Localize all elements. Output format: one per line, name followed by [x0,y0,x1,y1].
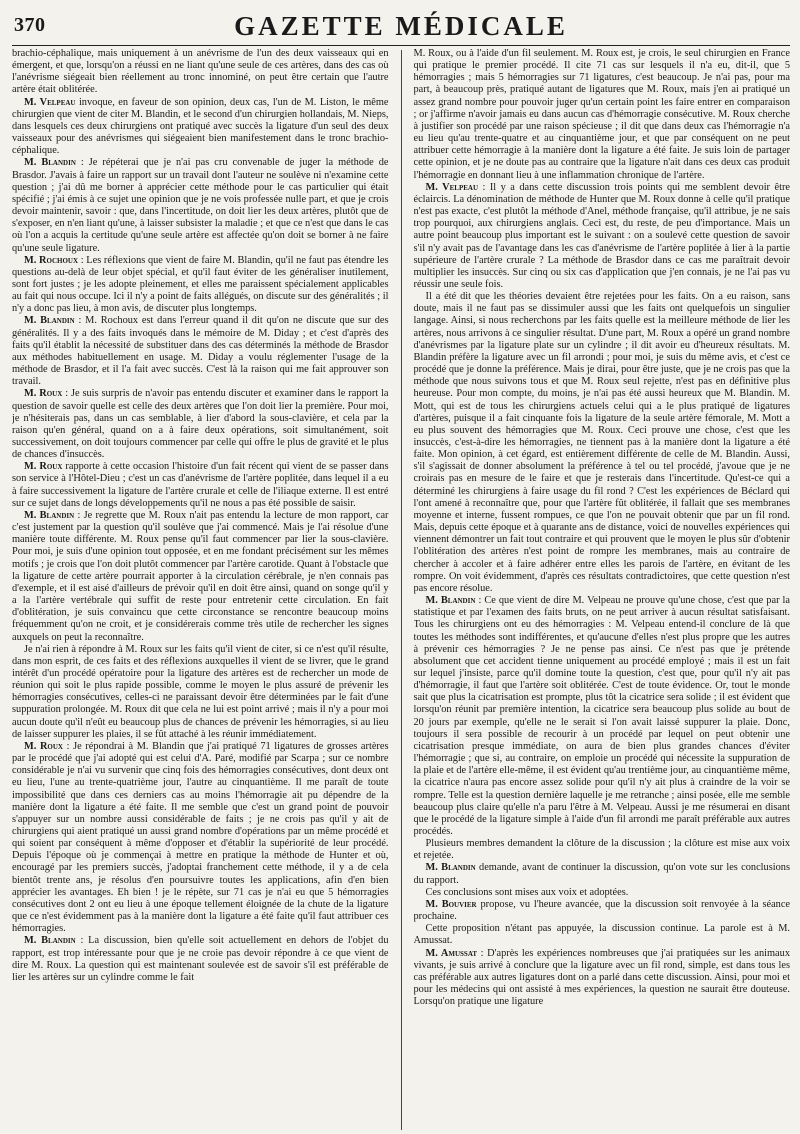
paragraph-text: : Je suis surpris de n'avoir pas entendu discuter et examiner dans le rapport la question de savoir quelle est celle des deux artères que l'on doit lier la première. Pour moi, je n'hésiterais pas, dans un cas semblable, à lier d'abord la sous-clavière, et cela par la raison qu'en général, quand on a à faire deux opérations, soit simultanément, soit successivement, on doit toujours commencer par celle qui offre le plus de gravité et le plus de chances d'insuccès. [12,388,389,461]
speaker-name: M. Blandin [425,862,476,874]
left-column [12,48,389,1130]
paragraph-text: brachio-céphalique, mais uniquement à un anévrisme de l'un des deux vaisseaux qui en émergent, et que, lorsqu'on a réussi en ne liant qu'une seule de ces artères, dans des cas où l'anévrisme siégeait bien réellement au tronc innominé, on peut être certain que l'autre artère était oblitérée. [12,48,389,96]
paragraph-text: propose, vu l'heure avancée, que la discussion soit renvoyée à la séance prochaine. [413,898,790,923]
article-columns [12,48,790,1130]
paragraph [12,741,389,936]
speaker-name: M. Blandin [24,315,75,327]
paragraph-text: : Je répondrai à M. Blandin que j'ai pratiqué 71 ligatures de grosses artères par le procédé que j'ai adopté qui est celui d'A. Paré, modifié par Scarpa ; sur ce nombre considérable je n'ai vu survenir que cinq fois des hémorragies consécutives, dont deux ont eu lieu, l'une au trente-quatrième jour, l'autre au cinquantième. Il me paraît de toute impossibilité que dans ces derniers cas au moins l'hémorragie ait pu dépendre de la manière dont la ligature a été faite. Il me semble que c'est un grand point de pouvoir s'appuyer sur un nombre aussi considérable de faits ; je ne crois pas qu'il y ait de chirurgiens qui aient pratiqué un aussi grand nombre d'opérations par un même procédé et qui soient par conséquent à même d'opposer et d'établir la supériorité de leur procédé. Depuis l'époque où je commençai à mettre en pratique la méthode de Hunter et où, encouragé par les premiers succès, j'adoptai franchement cette méthode, il y a de cela bientôt trente ans, je résolus d'en poursuivre toutes les applications, afin d'en bien apprécier les avantages. Eh bien ! je le répète, sur 71 cas je n'ai eu que 5 hémorragies consécutives dont 2 ont eu lieu à une époque tellement éloignée de la chute de la ligature que ce n'est évidemment pas à la manière dont la ligature a été faite qu'il faut attribuer ces hémorragies. [12,740,389,935]
paragraph-text: : Les réflexions que vient de faire M. Blandin, qu'il ne faut pas étendre les questions au-delà de leur objet spécial, et qu'il faut éviter de les généraliser inutilement, sont fort justes ; je les adopte pleinement, et elles me paraissent spécialement applicables au fait qui nous occupe. Ici il n'y a point de faits allégués, on discute sur des généralités ; il n'y a donc pas lieu, à mon avis, de discuter plus longtemps. [12,254,389,315]
paragraph [12,510,389,644]
paragraph [414,923,791,947]
paragraph-text: : D'après les expériences nombreuses que j'ai pratiquées sur les animaux vivants, je suis arrivé à conclure que la ligature avec un fil rond, simple, est dans tous les cas préférable aux autres ligatures dont on a parlé dans cette discussion. Ainsi, pour moi et pour les médecins qui ont assisté à mes expériences, la question ne saurait être douteuse. Lorsqu'on pratique une ligature [413,947,790,1008]
paragraph-text: Plusieurs membres demandent la clôture de la discussion ; la clôture est mise aux voix et rejetée. [413,838,790,862]
paragraph [414,48,791,182]
paragraph-text: Il a été dit que les théories devaient être rejetées pour les faits. On a eu raison, sans doute, mais il ne faut pas se dissimuler aussi que les faits ont quelquefois un singulier langage. Ainsi, si nous recherchons par les faits quelle est la meilleure méthode de lier les artères, nous arrivons à ce singulier résultat. D'une part, M. Roux a opéré un grand nombre d'anévrismes par la ligature plate sur un cylindre ; il dit avoir eu d'heureux résultats. M. Blandin préfère la ligature avec un fil arrondi ; pour moi, je suis du même avis, et c'est ce procédé que je donne la préférence. Mais je dirai, pour être juste, que je ne crois pas que la méthode que nous suivons tous et que M. Roux seul rejette, n'est pas en définitive plus heureuse. Pour mon compte, du moins, je n'ai pas été aussi heureux que M. Blandin. M. Mott, qui est de tous les chirurgiens actuels celui qui a le plus pratiqué de ligatures d'artères, puisque il a fait cinquante fois la ligature de la seule artère fémorale, M. Mott a eu plus souvent des hémorragies que M. Roux. Ceci prouve une chose, c'est que les insuccès, c'est-à-dire les hémorragies, ne tiennent pas à la manière dont la ligature a été faite. Mon opinion, à cet égard, est entièrement différente de celle de M. Blandin. Aussi, s'il s'agissait de donner absolument la préférence à tel ou tel procédé, j'avoue que je ne croirais pas en mesure de le faire et que je resterais dans l'incertitude. Qu'est-ce qui a déterminé les chirurgiens à faire usage du fil rond ? C'est les expériences de Béclard qui l'ont amené à reconnaître que, pour que l'artère fût oblitérée, il fallait que ses membranes moyenne et interne, fussent rompues, ce que l'on ne pouvait obtenir que par un fil rond. Mais, depuis cette époque et à quarante ans de distance, voici de nouvelles expériences qui viennent démontrer un fait tout contraire et qui prouvent que le moyen le plus sûr d'obtenir l'oblitération des artères n'est point de rompre les membranes, mais au contraire de chercher à accoler et à faire adhérer entre elles les parois de l'artère, en évitant de les rompre. On voit évidemment, d'après ces résultats contradictoires, que cette question n'est pas encore résolue. [413,291,790,594]
paragraph [12,461,389,510]
paragraph-text: : Je répéterai que je n'ai pas cru convenable de juger la méthode de Brasdor. J'avais à faire un rapport sur un travail dont l'auteur ne soulève ni n'examine cette question ; j'ai dû me borner à apprécier cette méthode pour le cas particulier qui était spécifié ; j'ai émis à ce sujet une opinion que je ne vois professée nulle part, et que je crois devoir maintenir, savoir : que, dans l'incertitude, on doit lier les deux artères, plutôt que de s'exposer, en n'en liant qu'une, à laisser subsister la maladie ; et que ce n'est que dans le cas où l'on a acquis la certitude qu'une seule artère est affectée qu'on doit se borner à ne faire qu'une seule ligature. [12,157,389,254]
masthead [12,8,790,48]
paragraph-text: Cette proposition n'étant pas appuyée, la discussion continue. La parole est à M. Amussat. [413,923,790,947]
paragraph [414,595,791,838]
paragraph-text: : Il y a dans cette discussion trois points qui me semblent devoir être éclaircis. La dénomination de méthode de Hunter que M. Roux donne à celle qu'il pratique n'est pas exacte, c'est plutôt la méthode d'Anel, méthode française, qu'il attribue, je ne sais trop pourquoi, aux chirurgiens anglais. Ceci est, du reste, de peu d'importance. Mais un autre point beaucoup plus important est le suivant : on a soulevé cette question de savoir s'il n'y avait pas de l'avantage dans les cas d'anévrisme de l'artère poplitée à lier à la partie supérieure de l'artère crurale ? La méthode de Brasdor dans ce cas me paraîtrait devoir multiplier les insuccès. Sur cinq ou six cas d'application que j'en connais, je ne l'ai pas vu réussir une seule fois. [413,181,790,290]
paragraph [414,838,791,862]
speaker-name: M. Blandin [425,595,476,607]
paragraph [414,948,791,1009]
paragraph [414,887,791,899]
paragraph-text: M. Roux, ou à l'aide d'un fil seulement. M. Roux est, je crois, le seul chirurgien en France qui pratique le premier procédé. Il cite 71 cas sur lesquels il n'a eu, dit-il, que 5 hémorragies ; mais 5 hémorragies sur 71 ligatures, c'est beaucoup. Je n'ai pas, pour ma part, à beaucoup près, pratiqué autant de ligatures que M. Roux, mais j'en ai pratiqué un assez grand nombre pour pouvoir juger qu'un certain point les faire entrer en comparaison ; or j'affirme n'avoir jamais eu dans aucun cas d'hémorragie consécutive. M. Roux cherche à justifier son procédé par une raison spécieuse ; il dit que dans deux cas l'hémorragie n'a eu lieu qu'au trente-quatre et au cinquantième jour, et que par conséquent on ne peut attribuer cette hémorragie à la manière dont la ligature a été faite. Je suis loin de partager cette opinion, et je ne doute pas au contraire que la ligature n'ait dans ces deux cas produit l'hémorragie en donnant lieu à une inflammation chronique de l'artère. [413,48,790,181]
paragraph [12,97,389,158]
paragraph-text: : Je regrette que M. Roux n'ait pas entendu la lecture de mon rapport, car c'est justement par la question qu'il soulève que j'ai commencé. Mais je l'ai résolue d'une manière toute différente. M. Roux pense qu'il faut commencer par lier la sous-clavière. Pour moi, je suis d'une opinion tout opposée, et en me fondant précisément sur les mêmes motifs ; je crois que l'on doit plutôt commencer par l'artère carotide. Quant à l'obstacle que la ligature de cette artère pourrait apporter à la circulation cérébrale, je n'en connais pas d'exemple, et il est aisé d'ailleurs de prévoir qu'il en doit être ainsi, quand on songe qu'il y a la l'artère vertébrale qui suffit de reste pour entretenir cette circulation. En fait d'oblitération, je suis convaincu que cette circonstance se rencontre beaucoup moins fréquemment qu'on ne croit, et je considérerais comme très utile de rechercher les signes auxquels on peut la reconnaître. [12,509,389,643]
paragraph [12,255,389,316]
paragraph [414,862,791,886]
page-number: 370 [14,14,46,36]
paragraph [12,315,389,388]
paragraph [12,48,389,97]
paragraph [414,182,791,291]
paragraph-text: rapporte à cette occasion l'histoire d'un fait récent qui vient de se passer dans son service à l'Hôtel-Dieu ; c'est un cas d'anévrisme de l'artère poplitée, dans lequel il a eu à faire successivement la ligature de l'artère crurale et celle de l'iliaque externe. Il est entré sur ce sujet dans de longs développements qu'il ne nous a pas été possible de saisir. [12,461,389,509]
paragraph [414,899,791,923]
speaker-name: M. Roux [24,388,63,400]
header-rule [12,45,790,46]
speaker-name: M. Blandin [24,509,75,521]
paragraph [12,388,389,461]
paragraph [12,935,389,984]
journal-title: GAZETTE MÉDICALE [234,11,568,41]
paragraph-text: Ces conclusions sont mises aux voix et adoptées. [425,886,629,898]
paragraph-text: : La discussion, bien qu'elle soit actuellement en dehors de l'objet du rapport, est trop intéressante pour que je ne croie pas devoir répondre à ce que vient de dire M. Roux. La question qui est maintenant soulevée est de savoir s'il est préférable de lier les artères sur un cylindre comme le fait [12,935,389,983]
paragraph-text: : M. Rochoux est dans l'erreur quand il dit qu'on ne discute que sur des généralités. Il y a des faits invoqués dans le mémoire de M. Diday ; et c'est d'après des faits qu'il établit la nécessité de substituer dans des cas déterminés la méthode de Brasdor aux méthodes habituellement en usage. M. Diday a voulu réglementer l'usage de la méthode de Brasdor, et il l'a fait avec succès. C'est là la raison qui me fait approuver son travail. [12,315,389,388]
paragraph-text: invoque, en faveur de son opinion, deux cas, l'un de M. Liston, le même chirurgien que vient de citer M. Blandin, et le second d'un chirurgien hollandais, M. Nieps, dans lesquels ces deux chirurgiens ont pratiqué avec succès la ligature d'un seul des deux vaisseaux pour des anévrismes qui siégeaient bien manifestement dans le tronc brachio-céphalique. [12,96,389,157]
paragraph-text: demande, avant de continuer la discussion, qu'on vote sur les conclusions du rapport. [413,862,790,886]
speaker-name: M. Velpeau [24,96,76,108]
speaker-name: M. Amussat [425,947,478,959]
column-divider [401,50,402,1130]
speaker-name: M. Blandin [24,935,76,947]
paragraph-text: Je n'ai rien à répondre à M. Roux sur les faits qu'il vient de citer, si ce n'est qu'il résulte, dans mon esprit, de ces faits et des réflexions auxquelles il vient de se livrer, que le grand intérêt d'un procédé opératoire pour la ligature des artères est de rechercher un mode de réunion qui soit le plus rapide possible, comme le moyen le plus assuré de prévenir les hémorragies consécutives, celles-ci ne paraissant devoir être déterminées par le fait d'une suppuration prolongée. M. Roux dit que cela ne lui est point arrivé ; mais il n'y a pour moi aucun doute qu'il n'eût eu beaucoup plus de chances de prévenir les hémorragies, si au lieu de laisser suppurer les plaies, il se fût attaché à les réunir immédiatement. [12,643,389,740]
speaker-name: M. Roux [24,461,63,473]
speaker-name: M. Rochoux [24,254,79,266]
paragraph [12,644,389,741]
speaker-name: M. Velpeau [425,181,478,193]
speaker-name: M. Roux [24,740,63,752]
right-column [414,48,791,1130]
paragraph-text: : Ce que vient de dire M. Velpeau ne prouve qu'une chose, c'est que par la statistique et par l'examen des faits bruts, on ne peut arriver à aucun résultat satisfaisant. Tous les chirurgiens ont eu des hémorragies : M. Velpeau entend-il conclure de là que toutes les méthodes sont indifférentes, et qu'aucune d'elles n'est plus propre que les autres à prévenir ces hémorragies ? Je ne pense pas ainsi. Ce n'est pas que je prétende absolument que cet accident tienne uniquement au procédé employé ; mais il est un fait sur lequel j'insiste, parce qu'il domine toute la question, c'est que, pour qu'il n'y ait pas d'hémorragie, il faut que l'artère soit oblitérée. C'est de toute évidence. Or, tout le monde sait que plus la cicatrisation est prompte, plus tôt la cicatrice sera solide ; il est évident que lorsqu'on réunit par première intention, la cicatrice sera beaucoup plus solide au bout de 20 jours par exemple, qu'elle ne le serait si l'on avait laissé suppurer la plaie. Donc, toujours il sera possible de recourir à un procédé par lequel on peut obtenir une cicatrisation presque immédiate, on aura de bien plus grandes chances d'éviter l'hémorragie ; que si, au contraire, on emploie un procédé qui nécessite la suppuration de la plaie et de l'artère elle-même, il est évident qu'au trentième jour, au cinquantième même, la cicatrice n'aura pas encore assez solide pour qu'il n'y ait plus à craindre de la voir se rompre. Telle est la question dernière laquelle je me retranche ; ainsi posée, elle me semble beaucoup plus claire qu'elle n'a paru l'être à M. Velpeau. Aussi je me résumerai en disant que le procédé de la ligature simple à l'aide d'un fil arrondi me paraît préférable aux autres procédés. [413,595,790,837]
paragraph [12,157,389,254]
speaker-name: M. Bouvier [425,898,477,910]
speaker-name: M. Blandin [24,157,76,169]
paragraph [414,291,791,595]
